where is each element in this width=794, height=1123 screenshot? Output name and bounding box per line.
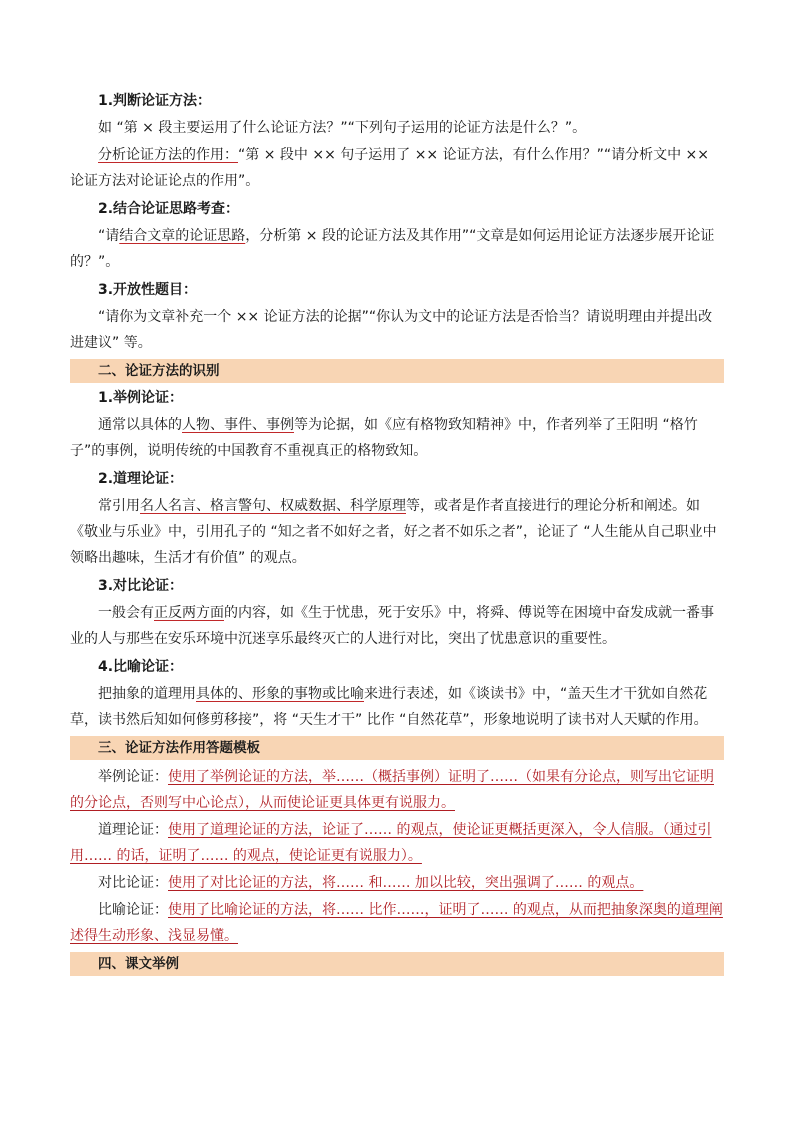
paragraph: 一般会有正反两方面的内容，如《生于忧患，死于安乐》中，将舜、傅说等在困境中奋发成就一番事业的人与那些在安乐环境中沉迷享乐最终灭亡的人进行对比，突出了忧患意识的重要性。 (70, 605, 714, 647)
heading-example-argument: 1.举例论证： (98, 390, 184, 406)
paragraph: 把抽象的道理用具体的、形象的事物或比喻来进行表述，如《谈读书》中，“盖天生才干犹如自然花草，读书然后知如何修剪移接”，将 “天生才干” 比作 “自然花草”，形象地说明了读书对人天赋的作用。 (70, 686, 708, 728)
section-title-text-examples: 四、课文举例 (70, 952, 724, 976)
template-row: 比喻论证：使用了比喻论证的方法，将…… 比作……，证明了…… 的观点，从而把抽象深奥的道理阐述得生动形象、浅显易懂。 (70, 902, 723, 944)
red-underlined-text: 使用了举例论证的方法，举……（概括事例）证明了……（如果有分论点，则写出它证明的分论点，否则写中心论点），从而使论证更具体更有说服力。 (70, 769, 714, 811)
red-underlined-text: 使用了道理论证的方法，论证了…… 的观点，使论证更概括更深入，令人信服。（通过引用…… 的话，证明了…… 的观点，使论证更有说服力）。 (70, 822, 712, 864)
underlined-text: 分析论证方法的作用： (98, 147, 238, 163)
template-row: 举例论证：使用了举例论证的方法，举……（概括事例）证明了……（如果有分论点，则写出它证明的分论点，否则写中心论点），从而使论证更具体更有说服力。 (70, 769, 714, 811)
underlined-text: 正反两方面 (154, 605, 224, 621)
underlined-text: 人物、事件、事例 (182, 417, 294, 433)
paragraph: 常引用名人名言、格言警句、权威数据、科学原理等，或者是作者直接进行的理论分析和阐述。如《敬业与乐业》中，引用孔子的 “知之者不如好之者，好之者不如乐之者”，论证了 “人生能从自己职业中领略出趣味，生活才有价值” 的观点。 (70, 498, 717, 566)
heading-contrast-argument: 3.对比论证： (98, 578, 184, 594)
paragraph: “请结合文章的论证思路，分析第 × 段的论证方法及其作用”“文章是如何运用论证方法逐步展开论证的？”。 (70, 228, 715, 270)
heading-argument-structure: 2.结合论证思路考查： (98, 201, 240, 217)
heading-judge-method: 1.判断论证方法： (98, 93, 212, 109)
paragraph: 分析论证方法的作用：“第 × 段中 ×× 句子运用了 ×× 论证方法，有什么作用？”“请分析文中 ×× 论证方法对论证论点的作用”。 (70, 147, 710, 189)
heading-open-question: 3.开放性题目： (98, 282, 198, 298)
section-title-identification: 二、论证方法的识别 (70, 359, 724, 383)
paragraph: 如 “第 × 段主要运用了什么论证方法？”“下列句子运用的论证方法是什么？”。 (98, 120, 587, 136)
red-underlined-text: 使用了对比论证的方法，将…… 和…… 加以比较，突出强调了…… 的观点。 (168, 875, 644, 891)
red-underlined-text: 使用了比喻论证的方法，将…… 比作……，证明了…… 的观点，从而把抽象深奥的道理阐述得生动形象、浅显易懂。 (70, 902, 723, 944)
underlined-text: 名人名言、格言警句、权威数据、科学原理 (140, 498, 406, 514)
heading-reasoning-argument: 2.道理论证： (98, 471, 184, 487)
paragraph: “请你为文章补充一个 ×× 论证方法的论据”“你认为文中的论证方法是否恰当？请说明理由并提出改进建议” 等。 (70, 309, 713, 351)
underlined-text: 具体的、形象的事物或比喻 (196, 686, 364, 702)
document-body (70, 86, 724, 980)
paragraph: 通常以具体的人物、事件、事例等为论据，如《应有格物致知精神》中，作者列举了王阳明 “格竹子”的事例，说明传统的中国教育不重视真正的格物致知。 (70, 417, 698, 459)
underlined-text: 结合文章的论证思路 (119, 228, 246, 244)
heading-metaphor-argument: 4.比喻论证： (98, 659, 184, 675)
section-title-answer-template: 三、论证方法作用答题模板 (70, 736, 724, 760)
template-row: 道理论证：使用了道理论证的方法，论证了…… 的观点，使论证更概括更深入，令人信服。（通过引用…… 的话，证明了…… 的观点，使论证更有说服力）。 (70, 822, 712, 864)
template-row: 对比论证：使用了对比论证的方法，将…… 和…… 加以比较，突出强调了…… 的观点。 (98, 875, 644, 891)
